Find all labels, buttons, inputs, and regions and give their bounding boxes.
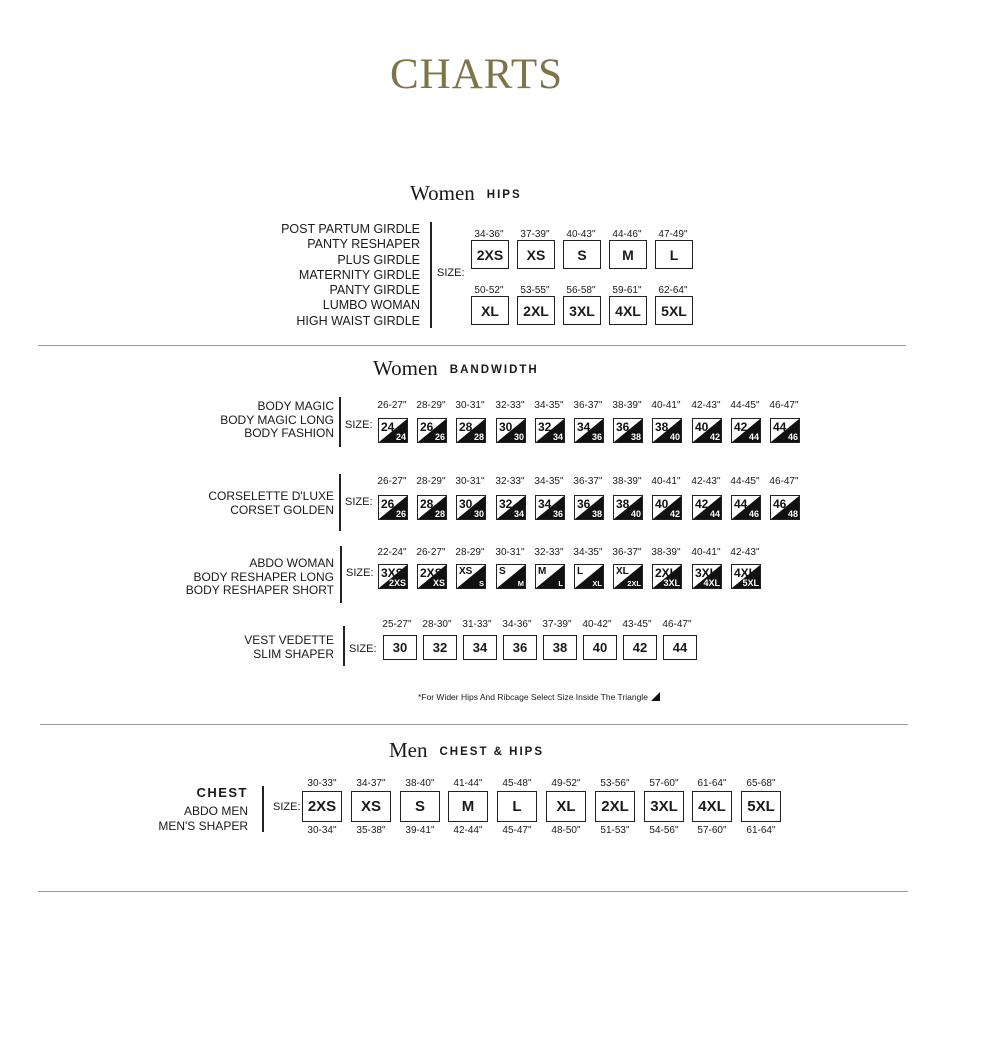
bandwidth-range: 46-47" <box>769 476 799 487</box>
bandwidth-range: 34-35" <box>573 547 603 558</box>
bandwidth-size-box <box>456 495 486 520</box>
men-size-box: 2XL <box>595 791 635 822</box>
primary-size: 46 <box>773 497 787 511</box>
men-chest-range: 61-64" <box>697 778 727 789</box>
men-hips-range: 45-47" <box>502 825 532 836</box>
bandwidth-range: 28-29" <box>455 547 485 558</box>
bandwidth-size-box <box>652 564 682 589</box>
bandwidth-size-box <box>574 495 604 520</box>
primary-size: 44 <box>734 497 748 511</box>
wide-size: 2XL <box>627 579 641 588</box>
men-hips-range: 39-41" <box>405 825 435 836</box>
triangle-note <box>418 692 660 702</box>
bandwidth-divider <box>339 474 341 531</box>
bandwidth-size-box <box>535 495 565 520</box>
primary-size: 42 <box>734 420 748 434</box>
bandwidth-product: BODY FASHION <box>244 426 334 441</box>
primary-size: L <box>577 566 584 577</box>
men-hips-range: 57-60" <box>697 825 727 836</box>
bandwidth-size-box: 42 <box>623 635 657 660</box>
men-subtitle: CHEST & HIPS <box>439 746 545 758</box>
bandwidth-size-box <box>417 495 447 520</box>
primary-size: 36 <box>577 497 591 511</box>
men-chest-range: 49-52" <box>551 778 581 789</box>
men-hips-range: 54-56" <box>649 825 679 836</box>
bandwidth-product: CORSET GOLDEN <box>230 502 334 517</box>
bandwidth-size-box <box>613 495 643 520</box>
bandwidth-range: 36-37" <box>573 476 603 487</box>
men-size-box: XS <box>351 791 391 822</box>
men-size-box: M <box>448 791 488 822</box>
bandwidth-product: BODY MAGIC LONG <box>220 412 334 427</box>
women-hips-product: POST PARTUM GIRDLE <box>281 222 420 236</box>
bandwidth-range: 34-35" <box>534 400 564 411</box>
men-chest-range: 41-44" <box>453 778 483 789</box>
men-chest-range: 30-33" <box>307 778 337 789</box>
wide-size: 40 <box>669 432 680 442</box>
women-hips-range: 47-49" <box>658 229 688 240</box>
women-hips-size-box: 2XL <box>517 296 555 325</box>
men-size-box: S <box>400 791 440 822</box>
bandwidth-size-box: 40 <box>583 635 617 660</box>
bandwidth-size-box <box>731 495 761 520</box>
bandwidth-product: VEST VEDETTE <box>244 633 334 647</box>
women-bandwidth-title <box>373 356 539 381</box>
bandwidth-size-box <box>692 564 722 589</box>
women-hips-product: HIGH WAIST GIRDLE <box>296 313 420 328</box>
bandwidth-size-box <box>456 564 486 589</box>
men-chest-range: 57-60" <box>649 778 679 789</box>
primary-size: 34 <box>577 420 591 434</box>
women-hips-range: 37-39" <box>520 229 550 240</box>
primary-size: 28 <box>459 420 473 434</box>
bandwidth-divider <box>340 546 342 603</box>
bandwidth-range: 37-39" <box>542 619 572 630</box>
bandwidth-range: 26-27" <box>377 476 407 487</box>
bandwidth-range: 38-39" <box>651 547 681 558</box>
bandwidth-size-box <box>613 418 643 443</box>
men-chest-range: 34-37" <box>356 778 386 789</box>
men-hips-range: 35-38" <box>356 825 386 836</box>
wide-size: 46 <box>787 432 798 442</box>
bandwidth-product: CORSELETTE D'LUXE <box>208 489 334 503</box>
primary-size: 4XL <box>734 566 757 580</box>
primary-size: 40 <box>655 497 669 511</box>
women-hips-product: MATERNITY GIRDLE <box>298 267 420 282</box>
primary-size: 2XS <box>420 566 443 580</box>
primary-size: 32 <box>499 497 513 511</box>
primary-size: 44 <box>773 420 787 434</box>
bandwidth-divider <box>343 626 345 666</box>
women-hips-range: 59-61" <box>612 285 642 296</box>
bandwidth-range: 30-31" <box>455 476 485 487</box>
section-divider-3 <box>38 891 908 892</box>
bandwidth-size-box <box>692 418 722 443</box>
wide-size: M <box>517 579 524 588</box>
primary-size: 38 <box>655 420 669 434</box>
bandwidth-size-box <box>731 418 761 443</box>
primary-size: M <box>538 566 547 577</box>
bandwidth-range: 42-43" <box>691 400 721 411</box>
wide-size: 42 <box>669 509 680 519</box>
bandwidth-product-list <box>244 634 334 661</box>
bandwidth-product: SLIM SHAPER <box>253 646 334 661</box>
women-hips-range: 53-55" <box>520 285 550 296</box>
men-product: MEN'S SHAPER <box>158 818 248 833</box>
page-title: CHARTS <box>389 51 564 98</box>
women-hips-range: 40-43" <box>566 229 596 240</box>
women-hips-size-box: XS <box>517 240 555 269</box>
men-hips-range: 30-34" <box>307 825 337 836</box>
men-hips-range: 48-50" <box>551 825 581 836</box>
triangle-icon <box>651 692 660 701</box>
wide-size: 42 <box>709 432 720 442</box>
women-hips-size-box: L <box>655 240 693 269</box>
bandwidth-range: 32-33" <box>495 476 525 487</box>
wide-size: 36 <box>552 509 563 519</box>
bandwidth-size-box: 32 <box>423 635 457 660</box>
wide-size: 4XL <box>703 578 720 588</box>
bandwidth-size-box <box>692 495 722 520</box>
women-hips-size-box: 2XS <box>471 240 509 269</box>
women-hips-subtitle: HIPS <box>486 189 522 201</box>
bandwidth-range: 40-41" <box>651 400 681 411</box>
men-product: ABDO MEN <box>183 804 248 818</box>
women-hips-size-box: M <box>609 240 647 269</box>
bandwidth-range: 40-41" <box>651 476 681 487</box>
wide-size: 26 <box>395 509 406 519</box>
primary-size: S <box>499 566 506 577</box>
women-hips-product-list <box>281 222 420 329</box>
bandwidth-range: 40-41" <box>691 547 721 558</box>
bandwidth-size-box <box>417 564 447 589</box>
women-hips-title <box>410 181 522 206</box>
women-hips-size-box: 4XL <box>609 296 647 325</box>
bandwidth-range: 25-27" <box>382 619 412 630</box>
women-hips-product: PANTY RESHAPER <box>307 237 420 252</box>
wide-size: 26 <box>434 432 445 442</box>
section-divider-1 <box>38 345 906 346</box>
women-hips-range: 44-46" <box>612 229 642 240</box>
wide-size: S <box>478 579 484 588</box>
bandwidth-size-box <box>770 418 800 443</box>
primary-size: 36 <box>616 420 630 434</box>
bandwidth-size-label: SIZE: <box>346 567 374 579</box>
women-hips-range: 56-58" <box>566 285 596 296</box>
bandwidth-range: 22-24" <box>377 547 407 558</box>
bandwidth-size-label: SIZE: <box>345 496 373 508</box>
bandwidth-size-box: 38 <box>543 635 577 660</box>
wide-size: XS <box>432 578 445 588</box>
bandwidth-range: 46-47" <box>769 400 799 411</box>
women-bandwidth-title-text: Women <box>373 356 438 380</box>
bandwidth-divider <box>339 397 341 447</box>
men-hips-range: 51-53" <box>600 825 630 836</box>
bandwidth-size-label: SIZE: <box>345 419 373 431</box>
women-hips-size-box: S <box>563 240 601 269</box>
bandwidth-product: BODY RESHAPER SHORT <box>185 583 334 598</box>
wide-size: 5XL <box>742 578 759 588</box>
men-size-box: 5XL <box>741 791 781 822</box>
bandwidth-range: 42-43" <box>730 547 760 558</box>
women-hips-product: PLUS GIRDLE <box>337 252 420 267</box>
bandwidth-range: 38-39" <box>612 476 642 487</box>
triangle-note-text: *For Wider Hips And Ribcage Select Size Inside The Triangle <box>418 692 648 702</box>
bandwidth-range: 46-47" <box>662 619 692 630</box>
primary-size: 26 <box>420 420 434 434</box>
bandwidth-size-box <box>652 495 682 520</box>
bandwidth-size-box: 36 <box>503 635 537 660</box>
women-hips-title-text: Women <box>410 181 475 205</box>
wide-size: 38 <box>591 509 602 519</box>
primary-size: 30 <box>459 497 473 511</box>
wide-size: XL <box>592 579 602 588</box>
women-hips-divider <box>430 222 432 328</box>
bandwidth-size-box <box>378 495 408 520</box>
bandwidth-range: 44-45" <box>730 400 760 411</box>
wide-size: 38 <box>630 432 641 442</box>
bandwidth-size-box <box>574 418 604 443</box>
bandwidth-size-box <box>613 564 643 589</box>
men-product-list <box>158 804 248 833</box>
primary-size: 38 <box>616 497 630 511</box>
women-hips-range: 62-64" <box>658 285 688 296</box>
women-bandwidth-subtitle: BANDWIDTH <box>449 364 539 376</box>
bandwidth-range: 34-35" <box>534 476 564 487</box>
bandwidth-range: 28-29" <box>416 476 446 487</box>
bandwidth-range: 38-39" <box>612 400 642 411</box>
wide-size: 24 <box>395 432 406 442</box>
men-chest-range: 65-68" <box>746 778 776 789</box>
women-hips-size-box: XL <box>471 296 509 325</box>
bandwidth-size-box <box>496 495 526 520</box>
primary-size: 3XS <box>381 566 404 580</box>
bandwidth-size-box <box>770 495 800 520</box>
wide-size: 28 <box>473 432 484 442</box>
bandwidth-size-label: SIZE: <box>349 643 377 655</box>
bandwidth-range: 32-33" <box>495 400 525 411</box>
men-hips-range: 61-64" <box>746 825 776 836</box>
men-size-box: 3XL <box>644 791 684 822</box>
bandwidth-size-box <box>417 418 447 443</box>
bandwidth-size-box <box>496 564 526 589</box>
bandwidth-size-box <box>496 418 526 443</box>
men-size-box: L <box>497 791 537 822</box>
men-size-label: SIZE: <box>273 801 301 813</box>
bandwidth-range: 26-27" <box>377 400 407 411</box>
primary-size: 24 <box>381 420 395 434</box>
women-hips-size-label: SIZE: <box>437 267 465 279</box>
bandwidth-size-box <box>378 418 408 443</box>
wide-size: 28 <box>434 509 445 519</box>
wide-size: 3XL <box>663 578 680 588</box>
primary-size: 30 <box>499 420 513 434</box>
bandwidth-product: ABDO WOMAN <box>249 556 334 570</box>
men-chest-range: 45-48" <box>502 778 532 789</box>
men-size-box: 4XL <box>692 791 732 822</box>
primary-size: 32 <box>538 420 552 434</box>
wide-size: 2XS <box>388 578 406 588</box>
bandwidth-range: 32-33" <box>534 547 564 558</box>
bandwidth-product: BODY MAGIC <box>257 399 334 413</box>
men-divider <box>262 786 264 832</box>
wide-size: 34 <box>552 432 563 442</box>
bandwidth-product-list <box>208 490 334 517</box>
bandwidth-range: 34-36" <box>502 619 532 630</box>
men-size-box: 2XS <box>302 791 342 822</box>
bandwidth-size-box <box>535 564 565 589</box>
bandwidth-range: 30-31" <box>455 400 485 411</box>
wide-size: L <box>558 579 563 588</box>
bandwidth-product-list <box>186 557 334 598</box>
men-chest-range: 38-40" <box>405 778 435 789</box>
wide-size: 30 <box>473 509 484 519</box>
women-hips-range: 50-52" <box>474 285 504 296</box>
primary-size: 3XL <box>695 566 718 580</box>
bandwidth-size-box <box>456 418 486 443</box>
women-hips-product: LUMBO WOMAN <box>322 298 420 313</box>
primary-size: 28 <box>420 497 434 511</box>
primary-size: 34 <box>538 497 552 511</box>
bandwidth-product: BODY RESHAPER LONG <box>193 569 334 584</box>
bandwidth-range: 28-30" <box>422 619 452 630</box>
bandwidth-range: 26-27" <box>416 547 446 558</box>
section-divider-2 <box>40 724 908 725</box>
bandwidth-size-box <box>535 418 565 443</box>
women-hips-size-box: 3XL <box>563 296 601 325</box>
wide-size: 44 <box>709 509 720 519</box>
bandwidth-range: 44-45" <box>730 476 760 487</box>
men-chest-range: 53-56" <box>600 778 630 789</box>
wide-size: 46 <box>748 509 759 519</box>
bandwidth-range: 28-29" <box>416 400 446 411</box>
wide-size: 44 <box>748 432 759 442</box>
bandwidth-size-box: 34 <box>463 635 497 660</box>
primary-size: 2XL <box>655 566 678 580</box>
bandwidth-range: 36-37" <box>612 547 642 558</box>
bandwidth-range: 43-45" <box>622 619 652 630</box>
bandwidth-size-box <box>652 418 682 443</box>
wide-size: 30 <box>513 432 524 442</box>
bandwidth-size-box <box>731 564 761 589</box>
bandwidth-range: 40-42" <box>582 619 612 630</box>
primary-size: 26 <box>381 497 395 511</box>
primary-size: 42 <box>695 497 709 511</box>
wide-size: 48 <box>787 509 798 519</box>
bandwidth-range: 42-43" <box>691 476 721 487</box>
bandwidth-range: 36-37" <box>573 400 603 411</box>
bandwidth-size-box: 30 <box>383 635 417 660</box>
men-chest-label: CHEST <box>196 785 248 800</box>
men-title-text: Men <box>389 738 428 762</box>
women-hips-size-box: 5XL <box>655 296 693 325</box>
primary-size: 40 <box>695 420 709 434</box>
men-hips-range: 42-44" <box>453 825 483 836</box>
bandwidth-size-box <box>574 564 604 589</box>
bandwidth-size-box: 44 <box>663 635 697 660</box>
bandwidth-range: 31-33" <box>462 619 492 630</box>
bandwidth-product-list <box>220 400 334 441</box>
wide-size: 34 <box>513 509 524 519</box>
men-title <box>389 738 544 763</box>
primary-size: XS <box>459 566 473 577</box>
women-hips-range: 34-36" <box>474 229 504 240</box>
bandwidth-size-box <box>378 564 408 589</box>
primary-size: XL <box>616 566 629 577</box>
men-size-box: XL <box>546 791 586 822</box>
women-hips-product: PANTY GIRDLE <box>329 283 420 298</box>
wide-size: 40 <box>630 509 641 519</box>
bandwidth-range: 30-31" <box>495 547 525 558</box>
wide-size: 36 <box>591 432 602 442</box>
